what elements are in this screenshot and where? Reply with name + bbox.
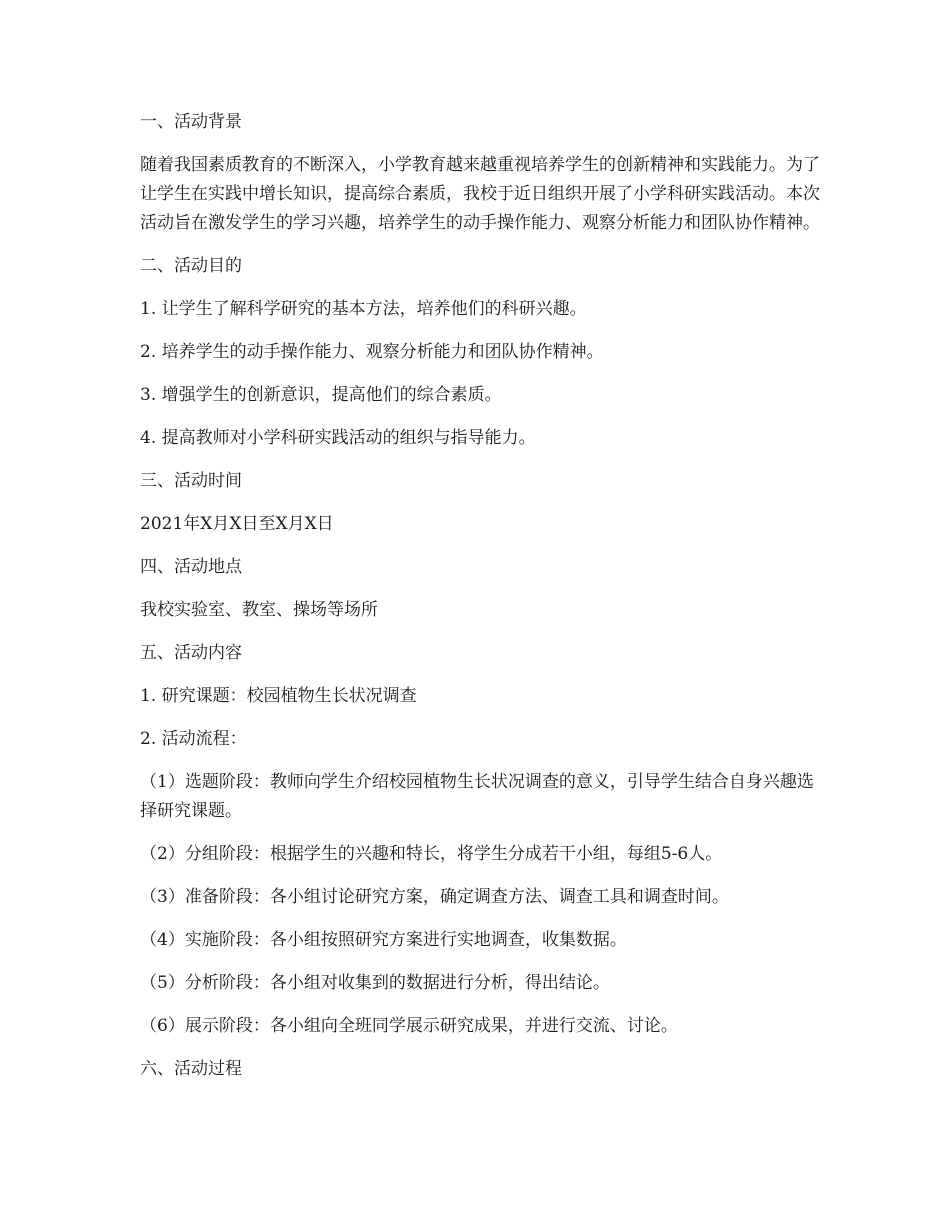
paragraph: 2021年X月X日至X月X日 xyxy=(140,514,334,534)
paragraph: 我校实验室、教室、操场等场所 xyxy=(140,600,378,620)
paragraph: 随着我国素质教育的不断深入，小学教育越来越重视培养学生的创新精神和实践能力。为了让学生在实践中增长知识，提高综合素质，我校于近日组织开展了小学科研实践活动。本次活动旨在激发学生的学习兴趣，培养学生的动手操作能力、观察分析能力和团队协作精神。 xyxy=(140,155,820,233)
list-item: 1. 让学生了解科学研究的基本方法，培养他们的科研兴趣。 xyxy=(140,299,587,319)
list-item: 2. 培养学生的动手操作能力、观察分析能力和团队协作精神。 xyxy=(140,342,604,362)
list-item: 2. 活动流程： xyxy=(140,729,247,749)
list-item: 3. 增强学生的创新意识，提高他们的综合素质。 xyxy=(140,385,502,405)
section-heading: 二、活动目的 xyxy=(140,256,242,276)
list-item: （5）分析阶段：各小组对收集到的数据进行分析，得出结论。 xyxy=(140,973,610,993)
section-heading: 一、活动背景 xyxy=(140,112,242,132)
list-item: （1）选题阶段：教师向学生介绍校园植物生长状况调查的意义，引导学生结合自身兴趣选择研究课题。 xyxy=(140,772,814,821)
list-item: （4）实施阶段：各小组按照研究方案进行实地调查，收集数据。 xyxy=(140,930,627,950)
list-item: 1. 研究课题：校园植物生长状况调查 xyxy=(140,686,417,706)
section-heading: 三、活动时间 xyxy=(140,471,242,491)
list-item: （3）准备阶段：各小组讨论研究方案，确定调查方法、调查工具和调查时间。 xyxy=(140,887,729,907)
section-heading: 四、活动地点 xyxy=(140,557,242,577)
document-page xyxy=(140,108,820,1098)
list-item: 4. 提高教师对小学科研实践活动的组织与指导能力。 xyxy=(140,428,536,448)
section-heading: 六、活动过程 xyxy=(140,1059,242,1079)
list-item: （6）展示阶段：各小组向全班同学展示研究成果，并进行交流、讨论。 xyxy=(140,1016,678,1036)
list-item: （2）分组阶段：根据学生的兴趣和特长，将学生分成若干小组，每组5-6人。 xyxy=(140,844,723,864)
section-heading: 五、活动内容 xyxy=(140,643,242,663)
